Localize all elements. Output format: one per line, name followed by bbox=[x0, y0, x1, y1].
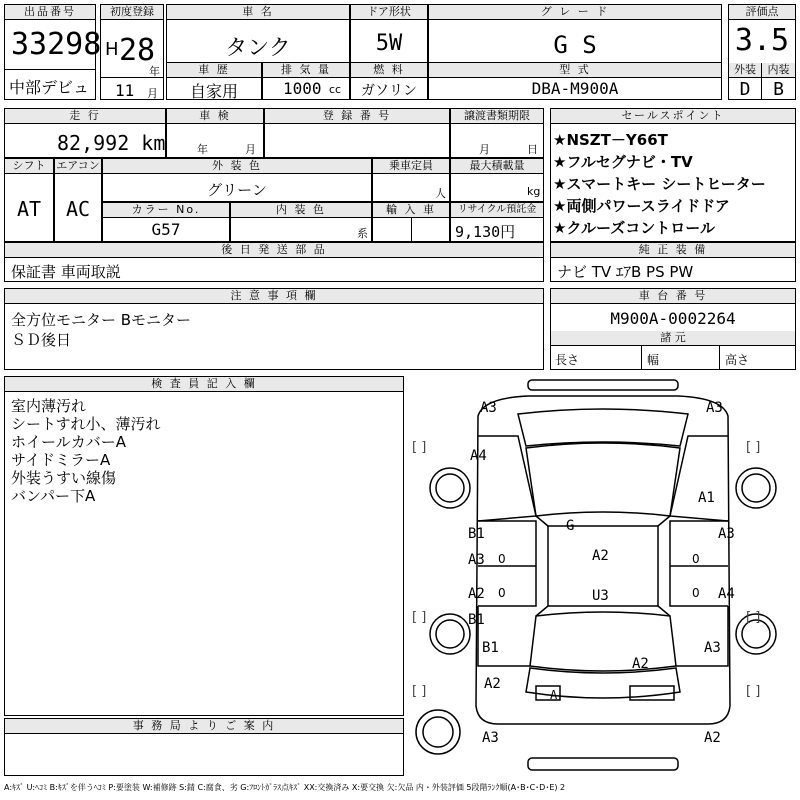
lot-number: 33298 bbox=[11, 27, 102, 62]
history: 自家用 bbox=[189, 82, 238, 101]
year: 28 bbox=[119, 33, 156, 68]
displacement: 1000 bbox=[283, 79, 322, 98]
interior-label: 内装 bbox=[762, 63, 795, 78]
sales-point-item: ★NSZT－Y66T bbox=[553, 131, 668, 149]
bracket-mark: [ ] bbox=[746, 610, 761, 625]
damage-mark: U3 bbox=[592, 588, 609, 604]
sales-point-item: ★スマートキー シートヒーター bbox=[553, 175, 766, 193]
fuel-label: 燃 料 bbox=[351, 63, 427, 78]
int-color-label: 内 装 色 bbox=[231, 203, 371, 218]
legend: A:ｷｽﾞ U:ﾍｺﾐ B:ｷｽﾞを伴うﾍｺﾐ P:要塗装 W:補修跡 S:錆 C:腐食、劣 G:ﾌﾛﾝﾄｶﾞﾗｽ点ｷｽﾞ XX:交換済み X:要交換 欠:欠品 内・外装評価 5段階ﾗﾝｸ順(A･B･C･D･E) 2 bbox=[4, 783, 566, 792]
office-box bbox=[4, 718, 404, 776]
int-color-unit: 系 bbox=[357, 227, 368, 240]
year-unit: 年 bbox=[149, 65, 160, 78]
grade-label: グ レ ー ド bbox=[429, 5, 721, 20]
damage-mark: A3 bbox=[468, 552, 485, 568]
reg-number-label: 登 録 番 号 bbox=[265, 109, 449, 124]
recycle-amount: 9,130円 bbox=[455, 223, 516, 241]
sales-point-item: ★両側パワースライドドア bbox=[553, 197, 730, 215]
capacity-label: 乗車定員 bbox=[373, 159, 449, 174]
transfer-box bbox=[450, 108, 544, 158]
exterior-label: 外装 bbox=[729, 63, 761, 78]
month-unit: 月 bbox=[147, 87, 158, 100]
score-label: 評価点 bbox=[729, 5, 795, 20]
chassis-number: M900A-0002264 bbox=[610, 309, 736, 328]
sales-point-item: ★フルセグナビ・TV bbox=[553, 153, 693, 171]
model-box bbox=[428, 62, 722, 100]
door: 5W bbox=[375, 31, 403, 56]
capacity-box bbox=[372, 158, 450, 202]
displacement-unit: cc bbox=[329, 83, 342, 96]
damage-mark: B1 bbox=[468, 526, 485, 542]
notes-label: 注 意 事 項 欄 bbox=[5, 289, 543, 304]
model-label: 型 式 bbox=[429, 63, 721, 78]
zero-mark: 0 bbox=[498, 586, 506, 600]
bracket-mark: [ ] bbox=[412, 440, 427, 455]
length-label: 長さ bbox=[555, 353, 580, 367]
damage-mark: A2 bbox=[704, 730, 721, 746]
zero-mark: 0 bbox=[692, 552, 700, 566]
later-items-box bbox=[4, 242, 544, 282]
damage-mark: A2 bbox=[468, 586, 485, 602]
inspection-label: 車 検 bbox=[167, 109, 263, 124]
damage-mark: G bbox=[566, 518, 575, 534]
width-label: 幅 bbox=[647, 353, 660, 367]
shift: AT bbox=[16, 197, 42, 221]
inspector-line: サイドミラーA bbox=[11, 451, 111, 469]
int-color-box bbox=[230, 202, 372, 242]
car-name: タンク bbox=[225, 36, 291, 61]
recycle-label: リサイクル預託金 bbox=[451, 203, 543, 218]
damage-mark: A3 bbox=[704, 640, 721, 656]
lot-number-box bbox=[4, 4, 102, 100]
load-box bbox=[450, 158, 544, 202]
inspector-line: バンパー下A bbox=[11, 487, 96, 505]
damage-mark: A3 bbox=[480, 400, 497, 416]
import-label: 輸 入 車 bbox=[373, 203, 449, 218]
equipment-box bbox=[550, 242, 796, 282]
color-no-box bbox=[102, 202, 230, 242]
transfer-label: 譲渡書類期限 bbox=[451, 109, 543, 124]
damage-mark: A2 bbox=[632, 656, 649, 672]
later-items-label: 後 日 発 送 部 品 bbox=[5, 243, 543, 258]
ext-color-box bbox=[102, 158, 372, 202]
zero-mark: 0 bbox=[498, 552, 506, 566]
notes-box bbox=[4, 288, 544, 370]
inspection-box bbox=[166, 108, 264, 158]
first-registration-box bbox=[100, 4, 164, 100]
ac-label: エアコン bbox=[56, 159, 100, 172]
door-label: ドア形状 bbox=[351, 5, 427, 20]
load-label: 最大積載量 bbox=[451, 159, 543, 174]
month: 11 bbox=[115, 81, 135, 100]
note-line: 全方位モニター Bモニター bbox=[11, 311, 192, 329]
damage-mark: A2 bbox=[484, 676, 501, 692]
interior-grade: B bbox=[773, 79, 784, 100]
damage-mark: A3 bbox=[718, 526, 735, 542]
grade: G S bbox=[553, 31, 597, 59]
capacity-unit: 人 bbox=[435, 187, 446, 200]
color-no: G57 bbox=[151, 220, 181, 239]
height-label: 高さ bbox=[725, 353, 750, 367]
damage-mark: B1 bbox=[468, 612, 485, 628]
sales-point-item: ★クルーズコントロール bbox=[553, 219, 715, 237]
bracket-mark: [ ] bbox=[746, 684, 761, 699]
ext-color: グリーン bbox=[207, 181, 267, 199]
bracket-mark: [ ] bbox=[412, 610, 427, 625]
equipment-label: 純 正 装 備 bbox=[551, 243, 795, 258]
ac-box bbox=[54, 158, 102, 242]
equipment: ナビ TV ｴｱB PS PW bbox=[557, 263, 694, 281]
damage-mark: A2 bbox=[592, 548, 609, 564]
shift-box bbox=[4, 158, 54, 242]
sales-points-box bbox=[550, 108, 796, 242]
history-box bbox=[166, 62, 262, 100]
era: H bbox=[105, 39, 119, 60]
car-name-label: 車 名 bbox=[167, 5, 349, 20]
mileage-box bbox=[4, 108, 166, 158]
ext-color-label: 外 装 色 bbox=[103, 159, 371, 174]
model: DBA-M900A bbox=[531, 79, 619, 98]
score: 3.5 bbox=[734, 23, 790, 58]
sales-points-label: セールスポイント bbox=[551, 109, 795, 124]
mileage-label: 走 行 bbox=[5, 109, 165, 124]
damage-mark: A bbox=[550, 688, 558, 702]
bracket-mark: [ ] bbox=[412, 684, 427, 699]
inspector-line: シートすれ小、薄汚れ bbox=[11, 415, 161, 433]
note-line: ＳＤ後日 bbox=[11, 331, 72, 349]
damage-mark: A1 bbox=[698, 490, 715, 506]
chassis-label: 車 台 番 号 bbox=[551, 289, 795, 304]
insp-year-unit: 年 bbox=[197, 143, 208, 156]
insp-month-unit: 月 bbox=[245, 143, 256, 156]
fuel-box bbox=[350, 62, 428, 100]
color-no-label: カラー No. bbox=[103, 203, 229, 218]
fuel: ガソリン bbox=[361, 83, 417, 99]
inspector-line: 室内薄汚れ bbox=[11, 397, 87, 415]
transfer-day-unit: 日 bbox=[527, 143, 538, 156]
load-unit: kg bbox=[527, 185, 541, 198]
damage-mark: A3 bbox=[482, 730, 499, 746]
history-label: 車 歴 bbox=[167, 63, 261, 78]
zero-mark: 0 bbox=[692, 586, 700, 600]
inspector-box bbox=[4, 376, 404, 716]
recycle-box bbox=[450, 202, 544, 242]
chassis-box bbox=[550, 288, 796, 370]
car-damage-diagram bbox=[408, 376, 798, 776]
later-items: 保証書 車両取説 bbox=[11, 263, 121, 281]
bracket-mark: [ ] bbox=[746, 440, 761, 455]
transfer-month-unit: 月 bbox=[479, 143, 490, 156]
displacement-box bbox=[262, 62, 350, 100]
office-label: 事 務 局 よ り ご 案 内 bbox=[5, 719, 403, 734]
import-box bbox=[372, 202, 450, 242]
venue: 中部デビュ bbox=[9, 78, 90, 97]
lot-number-label: 出品番号 bbox=[5, 5, 95, 20]
displacement-label: 排 気 量 bbox=[263, 63, 349, 78]
inspector-label: 検 査 員 記 入 欄 bbox=[5, 377, 403, 392]
mileage: 82,992 km bbox=[57, 131, 166, 155]
ac: AC bbox=[65, 197, 91, 221]
damage-mark: A3 bbox=[706, 400, 723, 416]
dims-label: 諸 元 bbox=[551, 331, 795, 346]
damage-mark: A4 bbox=[718, 586, 735, 602]
reg-number-box bbox=[264, 108, 450, 158]
damage-mark: B1 bbox=[482, 640, 499, 656]
exterior-grade: D bbox=[739, 79, 751, 100]
inspector-line: ホイールカバーA bbox=[11, 433, 126, 451]
first-reg-label: 初度登録 bbox=[101, 5, 163, 20]
score-box bbox=[728, 4, 796, 100]
damage-mark: A4 bbox=[470, 448, 487, 464]
inspector-line: 外装うすい線傷 bbox=[11, 469, 117, 487]
shift-label: シフト bbox=[5, 159, 53, 174]
